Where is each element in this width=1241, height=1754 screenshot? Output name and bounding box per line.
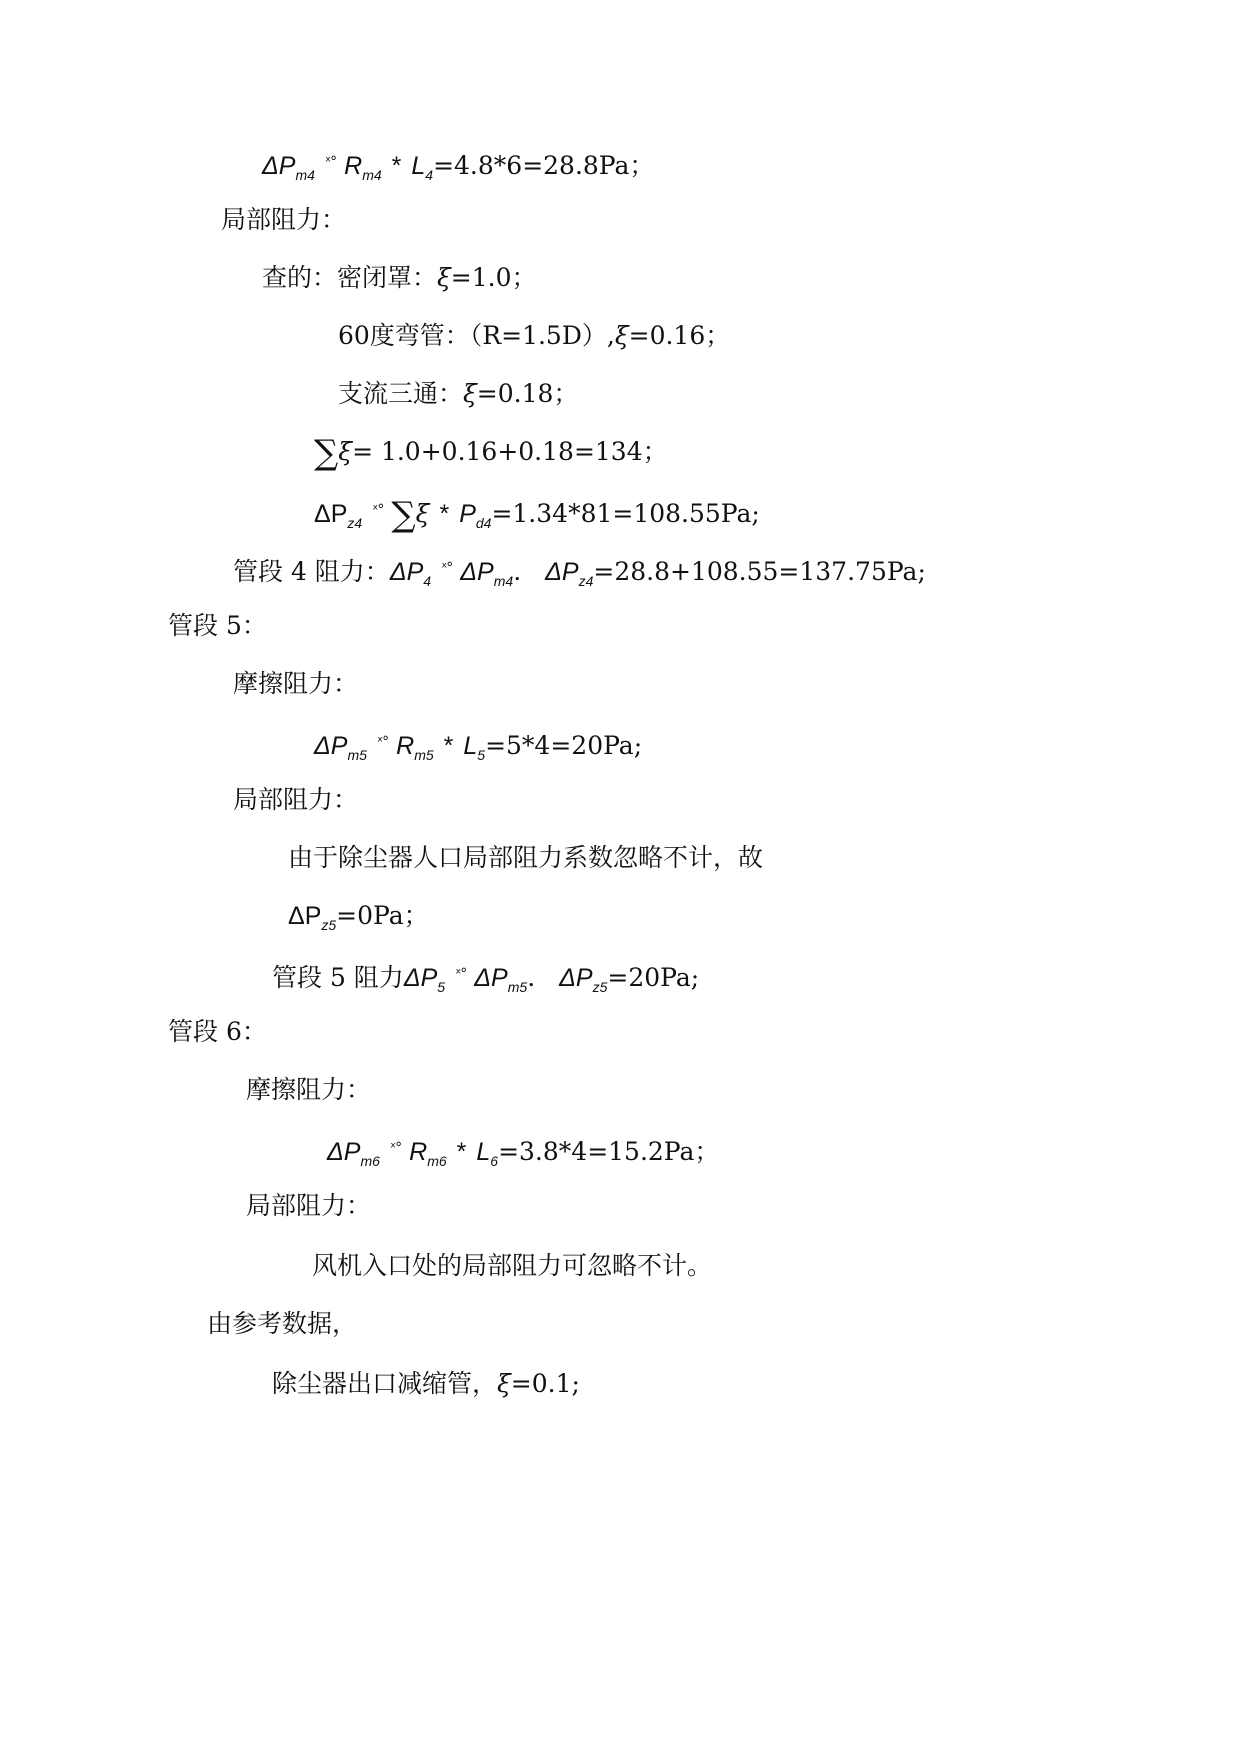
text-sealed-hood: 查的：密闭罩：ξ=1.0； <box>262 263 537 292</box>
heading-local-resistance: 局部阻力： <box>221 205 347 234</box>
formula-total-segment4: 管段 4 阻力：$\Delta P_4^{ˣ^\circ}$ $\Delta P_{m4}$. $\Delta P_{z4}=28.8+108.55=137.75Pa$; <box>233 557 926 589</box>
formula-local-segment4: $\Delta P_{z4}^{ˣ^\circ}$ $\sum\xi * P_{d4}=1.34*81=108.55Pa$; <box>314 495 760 535</box>
formula-friction-segment6: $\Delta P_{m6}^{ˣ^\circ}$ $R_{m6} * L_6=3.8*4=15.2Pa$； <box>327 1137 720 1169</box>
approx-symbol: ˣ° <box>372 502 384 518</box>
heading-local-resistance: 局部阻力： <box>246 1191 372 1220</box>
text-reducer-outlet: 除尘器出口减缩管，ξ=0.1; <box>272 1369 580 1398</box>
formula-local-segment5: $\Delta P_{z5}=0Pa$； <box>288 901 429 933</box>
xi-symbol: ξ <box>463 379 477 408</box>
text-fan-inlet-note: 风机入口处的局部阻力可忽略不计。 <box>312 1251 713 1280</box>
delta-p-symbol: ΔP <box>262 152 296 180</box>
text-reference-data: 由参考数据， <box>207 1309 358 1338</box>
heading-friction-resistance: 摩擦阻力： <box>233 669 359 698</box>
heading-segment5: 管段 5： <box>168 611 267 640</box>
text-branch-tee: 支流三通：ξ=0.18； <box>338 379 579 408</box>
formula-friction-segment4: $\Delta P_{m4}^{ˣ^\circ}$ $R_{m4} * L_4=4.8*6=28.8Pa$； <box>262 151 655 183</box>
sum-symbol: ∑ <box>314 433 339 473</box>
heading-segment6: 管段 6： <box>168 1017 267 1046</box>
text-elbow: 60度弯管：（R=1.5D）,ξ=0.16； <box>338 321 731 350</box>
xi-symbol: ξ <box>338 437 353 466</box>
formula-sum-xi: ∑ξ= 1.0+0.16+0.18=134； <box>314 433 668 473</box>
xi-symbol: ξ <box>437 263 451 292</box>
xi-symbol: ξ <box>497 1369 511 1398</box>
approx-symbol: ˣ° <box>324 154 337 170</box>
formula-total-segment5: 管段 5 阻力$\Delta P_5^{ˣ^\circ}$ $\Delta P_{m5}$. $\Delta P_{z5}=20Pa$; <box>272 963 700 995</box>
heading-local-resistance: 局部阻力： <box>233 785 359 814</box>
heading-friction-resistance: 摩擦阻力： <box>246 1075 372 1104</box>
xi-symbol: ξ <box>614 321 629 350</box>
sum-symbol: ∑ <box>391 495 416 535</box>
text-dust-collector-note: 由于除尘器人口局部阻力系数忽略不计，故 <box>288 843 764 872</box>
formula-friction-segment5: $\Delta P_{m5}^{ˣ^\circ}$ $R_{m5} * L_5=5*4=20Pa$; <box>314 731 643 763</box>
